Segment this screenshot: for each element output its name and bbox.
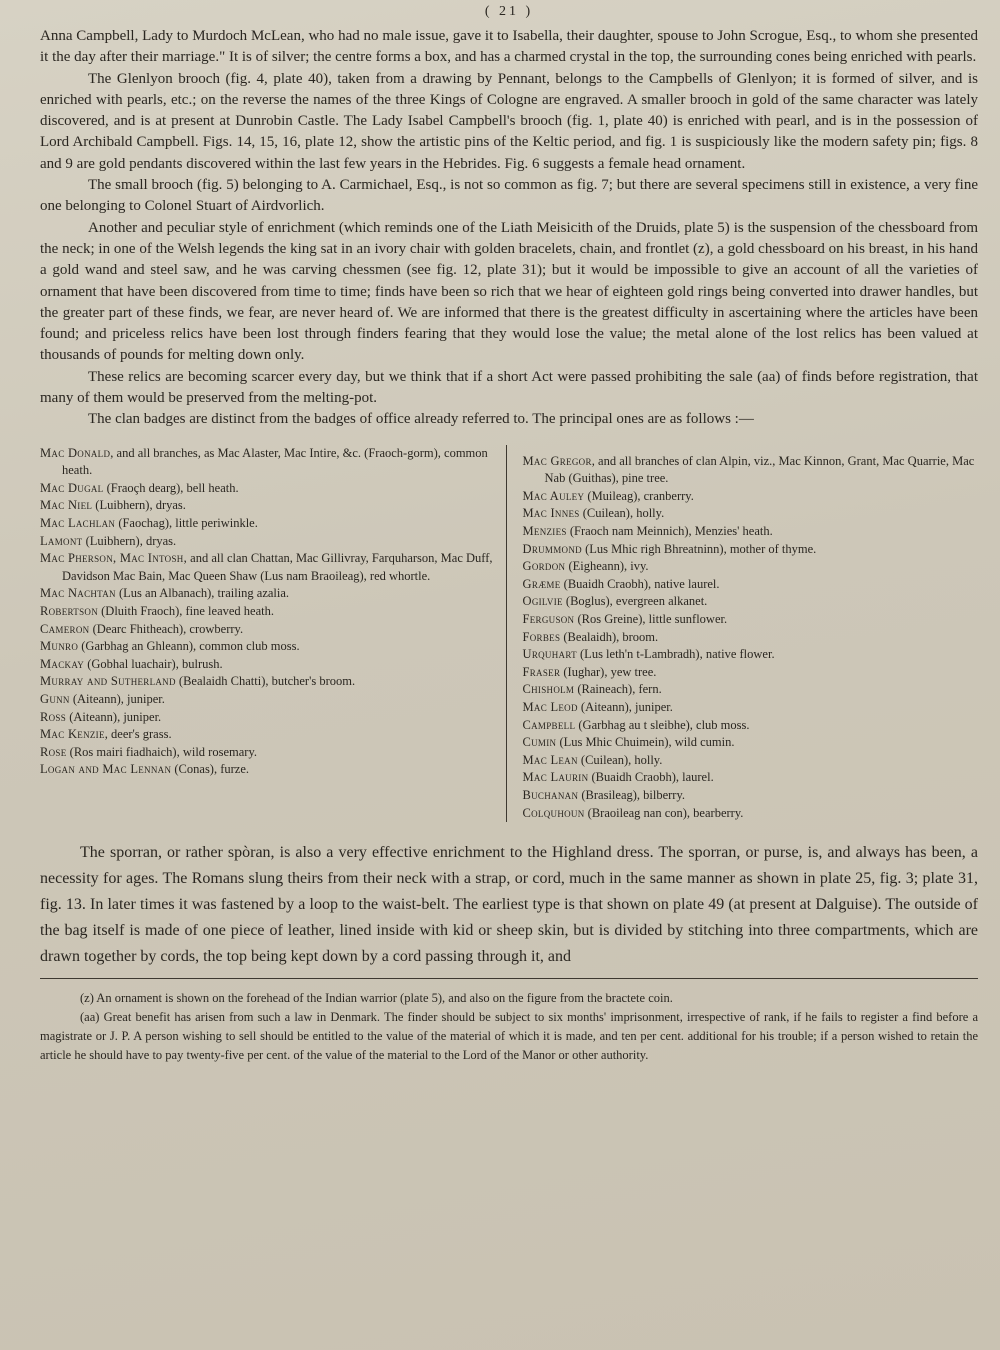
clan-badge-description: (Iughar), yew tree. bbox=[560, 664, 657, 679]
clan-badge-entry bbox=[523, 453, 979, 488]
clan-badge-description: (Fraoçh dearg), bell heath. bbox=[103, 480, 239, 495]
clan-name: Ross bbox=[40, 709, 67, 724]
footnote-aa: (aa) Great benefit has arisen from such a law in Denmark. The finder should be subject to six months' imprisonment, irrespective of rank, if he fails to register a find before a magistrate or J. P. A person wishing to sell should be entitled to the value of the material of which it is made, and ten per cent. additional for his trouble; if a person wished to retain the article he should have to pay twenty-five per cent. of the value of the material to the Lord of the Manor or other authority. bbox=[40, 1010, 978, 1063]
page-number: ( 21 ) bbox=[484, 4, 534, 19]
clan-badge-description: , and all branches of clan Alpin, viz., Mac Kinnon, Grant, Mac Quarrie, Mac Nab (Guithas), pine tree. bbox=[544, 453, 975, 486]
clan-badge-entry bbox=[40, 638, 496, 656]
clan-name: Ogilvie bbox=[522, 594, 563, 609]
clan-name: Fraser bbox=[522, 664, 561, 679]
clan-badge-entry bbox=[523, 488, 979, 506]
clan-badge-entry bbox=[40, 497, 496, 515]
clan-badge-description: , and all branches, as Mac Alaster, Mac Intire, &c. (Fraoch-gorm), common heath. bbox=[62, 445, 488, 478]
clan-badge-description: (Dluith Fraoch), fine leaved heath. bbox=[98, 603, 274, 618]
clan-badge-entry bbox=[523, 787, 979, 805]
clan-badge-entry bbox=[40, 445, 496, 480]
clan-badge-entry bbox=[40, 550, 496, 585]
clan-badge-description: (Aiteann), juniper. bbox=[69, 691, 165, 706]
clan-badge-description: (Fraoch nam Meinnich), Menzies' heath. bbox=[566, 524, 773, 539]
clan-name: Mac Lachlan bbox=[40, 516, 116, 531]
clan-badge-entry bbox=[523, 505, 979, 523]
clan-badge-description: (Boglus), evergreen alkanet. bbox=[562, 594, 708, 609]
clan-badge-entry bbox=[40, 761, 496, 779]
clan-badges-right-column bbox=[507, 445, 979, 822]
clan-badge-description: (Braoileag nan con), bearberry. bbox=[584, 805, 744, 820]
clan-name: Murray and Sutherland bbox=[40, 674, 176, 689]
clan-badge-entry bbox=[40, 480, 496, 498]
clan-badge-entry bbox=[40, 726, 496, 744]
paragraph-relics: These relics are becoming scarcer every day, but we think that if a short Act were passed prohibiting the sale (aa) of finds before registration, that many of them would be preserved from the melting-pot. bbox=[40, 368, 978, 407]
clan-badge-entry bbox=[523, 717, 979, 735]
clan-badge-entry bbox=[40, 656, 496, 674]
clan-badge-description: , deer's grass. bbox=[104, 727, 172, 742]
clan-name: Chisholm bbox=[522, 682, 575, 697]
paragraph-chessboard: Another and peculiar style of enrichment (which reminds one of the Liath Meisicith of the Druids, plate 5) is the suspension of the chessboard from the neck; in one of the Welsh legends the king sat in an ivory chair with golden bracelets, chain, and frontlet (z), a gold chessboard on his breast, in his hand a gold wand and steel saw, and he was carving chessmen (see fig. 12, plate 31); but it would be impossible to give an account of all the varieties of ornament that have been discovered from time to time; finds have been so rich that we hear of eighteen gold rings being converted into drawer handles, but the greater part of these finds, we fear, are never heard of. We are informed that there is the greatest difficulty in ascertaining where the articles have been found; and priceless relics have been lost through finders fearing that they would lose the value; the metal alone of the lost relics has been valued at thousands of pounds for melting down only. bbox=[40, 219, 978, 364]
clan-badge-description: (Bealaidh), broom. bbox=[560, 629, 659, 644]
clan-badge-description: (Cuilean), holly. bbox=[577, 752, 663, 767]
clan-badge-entry bbox=[523, 541, 979, 559]
clan-badge-description: (Buaidh Craobh), native laurel. bbox=[560, 576, 720, 591]
clan-name: Mac Laurin bbox=[522, 770, 589, 785]
clan-badge-entry bbox=[523, 805, 979, 823]
clan-badge-entry bbox=[523, 752, 979, 770]
clan-badge-description: (Gobhal luachair), bulrush. bbox=[84, 656, 223, 671]
clan-badge-description: (Faochag), little periwinkle. bbox=[115, 516, 258, 531]
clan-name: Colquhoun bbox=[522, 805, 585, 820]
clan-name: Mac Kenzie bbox=[40, 727, 105, 742]
clan-badge-description: (Brasileag), bilberry. bbox=[578, 787, 686, 802]
clan-name: Menzies bbox=[522, 524, 567, 539]
clan-name: Mackay bbox=[40, 656, 85, 671]
paragraph-anna-campbell: Anna Campbell, Lady to Murdoch McLean, who had no male issue, gave it to Isabella, their daughter, spouse to John Scrogue, Esq., to whom she presented it the day after their marriage." It is of silver; the centre forms a box, and has a charmed crystal in the top, the surrounding cones being enriched with pearls. bbox=[40, 28, 978, 66]
clan-name: Græme bbox=[522, 576, 561, 591]
clan-badge-description: (Raineach), fern. bbox=[574, 682, 662, 697]
footnote-z: (z) An ornament is shown on the forehead of the Indian warrior (plate 5), and also on the figure from the bractete coin. bbox=[80, 991, 673, 1006]
clan-badge-entry bbox=[523, 699, 979, 717]
clan-name: Logan and Mac Lennan bbox=[40, 762, 172, 777]
clan-badge-description: (Bealaidh Chatti), butcher's broom. bbox=[175, 674, 356, 689]
clan-badge-description: (Lus leth'n t-Lambradh), native flower. bbox=[576, 647, 775, 662]
clan-name: Drummond bbox=[522, 541, 582, 556]
clan-name: Mac Innes bbox=[522, 506, 580, 521]
clan-badge-entry bbox=[523, 664, 979, 682]
clan-badge-entry bbox=[40, 709, 496, 727]
clan-name: Urquhart bbox=[522, 647, 577, 662]
clan-badge-description: (Aiteann), juniper. bbox=[577, 699, 673, 714]
clan-badge-entry bbox=[523, 558, 979, 576]
clan-name: Cumin bbox=[522, 735, 557, 750]
paragraph-sporran: The sporran, or rather spòran, is also a very effective enrichment to the Highland dress. The sporran, or purse, is, and always has been, a necessity for ages. The Romans slung theirs from their neck with a strap, or cord, much in the same manner as shown in plate 25, fig. 3; plate 31, fig. 13. In later times it was fastened by a loop to the waist-belt. The earliest type is that shown on plate 49 (at present at Dalguise). The outside of the bag itself is made of one piece of leather, lined inside with kid or sheep skin, but is divided by stitching into three compartments, which are drawn together by cords, the top being kept down by a cord passing through it, and bbox=[40, 844, 978, 966]
clan-badge-description: (Ros Greine), little sunflower. bbox=[574, 611, 728, 626]
clan-badge-entry bbox=[40, 585, 496, 603]
clan-badge-entry bbox=[40, 515, 496, 533]
clan-badge-entry bbox=[40, 744, 496, 762]
clan-badge-description: (Garbhag au t sleibhe), club moss. bbox=[575, 717, 750, 732]
clan-name: Munro bbox=[40, 639, 79, 654]
clan-badge-description: (Dearc Fhitheach), crowberry. bbox=[89, 621, 244, 636]
clan-name: Lamont bbox=[40, 533, 83, 548]
clan-badge-entry bbox=[40, 533, 496, 551]
paragraph-small-brooch: The small brooch (fig. 5) belonging to A. Carmichael, Esq., is not so common as fig. 7; but there are several specimens still in existence, a very fine one belonging to Colonel Stuart of Airdvorlich. bbox=[40, 177, 978, 215]
paragraph-glenlyon-brooch: The Glenlyon brooch (fig. 4, plate 40), taken from a drawing by Pennant, belongs to the Campbells of Glenlyon; it is formed of silver, and is enriched with pearls, etc.; on the reverse the names of the three Kings of Cologne are engraved. A smaller brooch in gold of the same character was lately discovered, and is at present at Dunrobin Castle. The Lady Isabel Campbell's brooch (fig. 1, plate 40) is enriched with pearl, and is in the possession of Lord Archibald Campbell. Figs. 14, 15, 16, plate 12, show the artistic pins of the Keltic period, and fig. 1 is suspiciously like the modern safety pin; figs. 8 and 9 are gold pendants discovered within the last few years in the Hebrides. Fig. 6 suggests a female head ornament. bbox=[40, 70, 978, 172]
clan-badge-entry bbox=[523, 611, 979, 629]
clan-name: Robertson bbox=[40, 603, 99, 618]
clan-badge-description: (Ros mairi fiadhaich), wild rosemary. bbox=[66, 744, 258, 759]
clan-badge-description: (Garbhag an Ghleann), common club moss. bbox=[78, 639, 300, 654]
clan-badge-entry bbox=[523, 593, 979, 611]
clan-badge-description: (Aiteann), juniper. bbox=[66, 709, 162, 724]
clan-badge-description: (Luibhern), dryas. bbox=[92, 498, 186, 513]
clan-badge-entry bbox=[523, 769, 979, 787]
clan-badges-table bbox=[40, 445, 978, 822]
clan-name: Mac Nachtan bbox=[40, 586, 116, 601]
clan-badge-description: (Luibhern), dryas. bbox=[82, 533, 177, 548]
clan-badge-entry bbox=[523, 523, 979, 541]
clan-name: Ferguson bbox=[522, 611, 575, 626]
clan-name: Mac Auley bbox=[522, 488, 585, 503]
clan-name: Forbes bbox=[522, 629, 561, 644]
clan-badge-description: (Conas), furze. bbox=[171, 762, 250, 777]
clan-badge-entry bbox=[523, 681, 979, 699]
clan-badges-left-column bbox=[40, 445, 507, 822]
clan-badge-description: (Cuilean), holly. bbox=[579, 506, 665, 521]
clan-name: Buchanan bbox=[522, 787, 579, 802]
clan-name: Mac Lean bbox=[522, 752, 578, 767]
clan-name: Gordon bbox=[522, 559, 566, 574]
clan-name: Cameron bbox=[40, 621, 90, 636]
footnote-divider bbox=[40, 978, 978, 979]
clan-badge-entry bbox=[40, 691, 496, 709]
clan-badge-description: and all clan Chattan, Mac Gillivray, Farquharson, Mac Duff, Davidson Mac Bain, Mac Queen Shaw (Lus nam Braoileag), red whortle. bbox=[62, 551, 493, 583]
clan-name: Mac Pherson, Mac Intosh, bbox=[40, 551, 188, 566]
clan-name: Mac Donald bbox=[40, 445, 111, 460]
clan-badge-description: (Lus Mhic Chuimein), wild cumin. bbox=[556, 735, 735, 750]
clan-badge-entry bbox=[40, 621, 496, 639]
clan-badge-description: (Lus an Albanach), trailing azalia. bbox=[115, 586, 290, 601]
clan-badge-entry bbox=[40, 673, 496, 691]
clan-badge-entry bbox=[523, 646, 979, 664]
clan-badge-description: (Lus Mhic righ Bhreatninn), mother of thyme. bbox=[581, 541, 817, 556]
clan-name: Mac Dugal bbox=[40, 480, 104, 495]
clan-name: Mac Niel bbox=[40, 498, 93, 513]
clan-name: Campbell bbox=[522, 717, 576, 732]
clan-badge-entry bbox=[40, 603, 496, 621]
clan-badge-entry bbox=[523, 576, 979, 594]
clan-badge-description: (Eigheann), ivy. bbox=[565, 559, 649, 574]
clan-badge-description: (Buaidh Craobh), laurel. bbox=[588, 770, 714, 785]
paragraph-clan-badges-intro: The clan badges are distinct from the badges of office already referred to. The principal ones are as follows :— bbox=[88, 411, 754, 428]
clan-badge-description: (Muileag), cranberry. bbox=[584, 488, 694, 503]
clan-name: Mac Leod bbox=[522, 699, 578, 714]
clan-badge-entry bbox=[523, 629, 979, 647]
clan-name: Rose bbox=[40, 744, 67, 759]
clan-badge-entry bbox=[523, 734, 979, 752]
clan-name: Mac Gregor bbox=[522, 453, 592, 468]
clan-name: Gunn bbox=[40, 691, 70, 706]
